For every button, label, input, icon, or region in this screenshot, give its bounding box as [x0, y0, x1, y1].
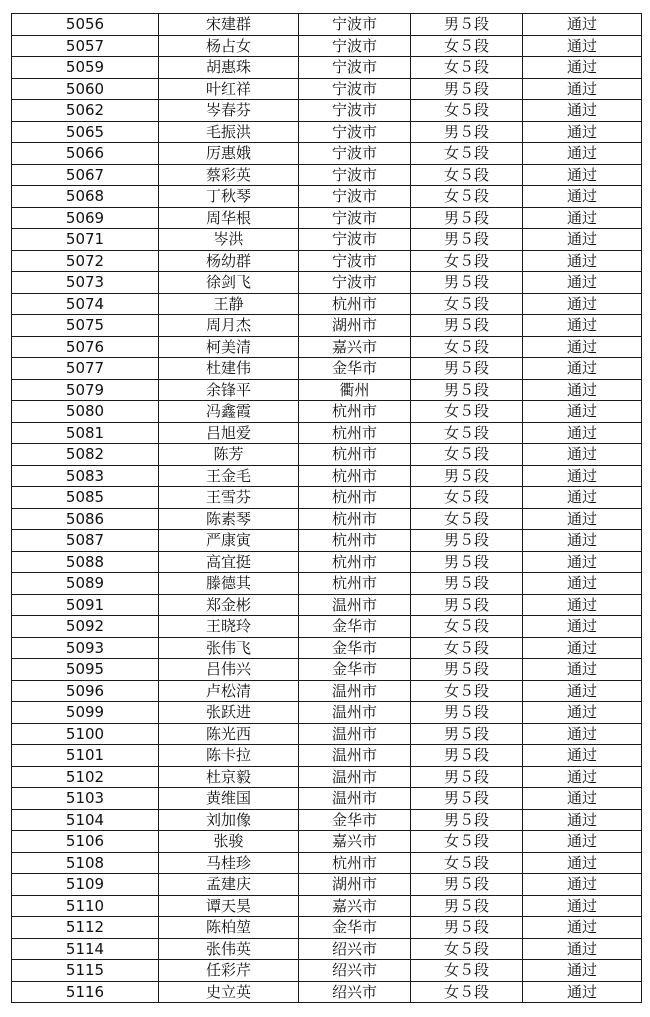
- table-row: [12, 444, 642, 466]
- cell-name: 宋建群: [159, 14, 299, 36]
- cell-grade: 男５段: [411, 530, 523, 552]
- cell-city: 温州市: [299, 594, 411, 616]
- cell-grade: 女５段: [411, 143, 523, 165]
- cell-name: 杨占女: [159, 35, 299, 57]
- cell-result: 通过: [523, 100, 642, 122]
- cell-result: 通过: [523, 358, 642, 380]
- cell-grade: 女５段: [411, 938, 523, 960]
- table-row: [12, 315, 642, 337]
- cell-name: 高宜挺: [159, 551, 299, 573]
- cell-city: 宁波市: [299, 57, 411, 79]
- cell-city: 宁波市: [299, 143, 411, 165]
- table-row: [12, 508, 642, 530]
- cell-grade: 女５段: [411, 250, 523, 272]
- cell-result: 通过: [523, 508, 642, 530]
- cell-city: 湖州市: [299, 874, 411, 896]
- table-row: [12, 573, 642, 595]
- cell-result: 通过: [523, 57, 642, 79]
- cell-grade: 女５段: [411, 444, 523, 466]
- cell-grade: 男５段: [411, 78, 523, 100]
- cell-name: 王雪芬: [159, 487, 299, 509]
- cell-result: 通过: [523, 680, 642, 702]
- cell-name: 张骏: [159, 831, 299, 853]
- cell-grade: 男５段: [411, 788, 523, 810]
- cell-grade: 女５段: [411, 186, 523, 208]
- cell-city: 温州市: [299, 788, 411, 810]
- cell-city: 温州市: [299, 680, 411, 702]
- cell-id: 5089: [12, 573, 159, 595]
- cell-result: 通过: [523, 336, 642, 358]
- table-row: [12, 702, 642, 724]
- cell-result: 通过: [523, 917, 642, 939]
- cell-id: 5103: [12, 788, 159, 810]
- cell-city: 杭州市: [299, 551, 411, 573]
- results-table: [11, 13, 642, 1003]
- cell-name: 张伟英: [159, 938, 299, 960]
- cell-city: 杭州市: [299, 530, 411, 552]
- cell-id: 5075: [12, 315, 159, 337]
- cell-id: 5116: [12, 981, 159, 1003]
- cell-city: 杭州市: [299, 444, 411, 466]
- cell-grade: 女５段: [411, 336, 523, 358]
- cell-grade: 男５段: [411, 551, 523, 573]
- cell-name: 周月杰: [159, 315, 299, 337]
- table-row: [12, 250, 642, 272]
- table-row: [12, 809, 642, 831]
- cell-result: 通过: [523, 293, 642, 315]
- cell-id: 5110: [12, 895, 159, 917]
- cell-city: 宁波市: [299, 250, 411, 272]
- cell-id: 5104: [12, 809, 159, 831]
- cell-result: 通过: [523, 530, 642, 552]
- cell-result: 通过: [523, 35, 642, 57]
- cell-grade: 女５段: [411, 57, 523, 79]
- cell-name: 王晓玲: [159, 616, 299, 638]
- cell-grade: 男５段: [411, 745, 523, 767]
- cell-result: 通过: [523, 594, 642, 616]
- cell-id: 5092: [12, 616, 159, 638]
- cell-result: 通过: [523, 831, 642, 853]
- results-table-body: [12, 14, 642, 1003]
- cell-result: 通过: [523, 637, 642, 659]
- cell-name: 杜建伟: [159, 358, 299, 380]
- cell-city: 宁波市: [299, 186, 411, 208]
- cell-id: 5096: [12, 680, 159, 702]
- table-row: [12, 960, 642, 982]
- table-row: [12, 917, 642, 939]
- cell-grade: 男５段: [411, 358, 523, 380]
- cell-result: 通过: [523, 272, 642, 294]
- table-row: [12, 336, 642, 358]
- cell-city: 金华市: [299, 659, 411, 681]
- cell-grade: 女５段: [411, 616, 523, 638]
- cell-city: 宁波市: [299, 207, 411, 229]
- cell-city: 杭州市: [299, 422, 411, 444]
- cell-result: 通过: [523, 616, 642, 638]
- table-row: [12, 78, 642, 100]
- cell-grade: 女５段: [411, 401, 523, 423]
- cell-result: 通过: [523, 164, 642, 186]
- cell-grade: 女５段: [411, 164, 523, 186]
- cell-city: 杭州市: [299, 508, 411, 530]
- cell-grade: 女５段: [411, 100, 523, 122]
- cell-id: 5091: [12, 594, 159, 616]
- table-row: [12, 465, 642, 487]
- cell-result: 通过: [523, 659, 642, 681]
- cell-grade: 女５段: [411, 637, 523, 659]
- cell-id: 5101: [12, 745, 159, 767]
- cell-id: 5059: [12, 57, 159, 79]
- table-row: [12, 358, 642, 380]
- cell-id: 5081: [12, 422, 159, 444]
- cell-id: 5099: [12, 702, 159, 724]
- cell-name: 严康寅: [159, 530, 299, 552]
- cell-city: 湖州市: [299, 315, 411, 337]
- cell-grade: 男５段: [411, 315, 523, 337]
- cell-grade: 男５段: [411, 594, 523, 616]
- cell-name: 陈卡拉: [159, 745, 299, 767]
- table-row: [12, 530, 642, 552]
- cell-name: 徐剑飞: [159, 272, 299, 294]
- cell-result: 通过: [523, 143, 642, 165]
- cell-city: 金华市: [299, 809, 411, 831]
- cell-city: 嘉兴市: [299, 831, 411, 853]
- cell-id: 5069: [12, 207, 159, 229]
- cell-city: 金华市: [299, 358, 411, 380]
- cell-city: 金华市: [299, 917, 411, 939]
- cell-grade: 男５段: [411, 895, 523, 917]
- cell-result: 通过: [523, 895, 642, 917]
- cell-id: 5082: [12, 444, 159, 466]
- cell-grade: 女５段: [411, 293, 523, 315]
- cell-name: 陈素琴: [159, 508, 299, 530]
- table-row: [12, 57, 642, 79]
- cell-grade: 男５段: [411, 917, 523, 939]
- table-row: [12, 723, 642, 745]
- cell-grade: 女５段: [411, 422, 523, 444]
- cell-city: 嘉兴市: [299, 895, 411, 917]
- cell-name: 毛振洪: [159, 121, 299, 143]
- cell-name: 胡惠珠: [159, 57, 299, 79]
- cell-result: 通过: [523, 121, 642, 143]
- cell-city: 绍兴市: [299, 981, 411, 1003]
- table-row: [12, 487, 642, 509]
- cell-id: 5077: [12, 358, 159, 380]
- cell-id: 5087: [12, 530, 159, 552]
- cell-name: 谭天昊: [159, 895, 299, 917]
- cell-city: 金华市: [299, 616, 411, 638]
- cell-name: 滕德其: [159, 573, 299, 595]
- cell-result: 通过: [523, 487, 642, 509]
- cell-result: 通过: [523, 573, 642, 595]
- cell-city: 金华市: [299, 637, 411, 659]
- cell-city: 杭州市: [299, 573, 411, 595]
- cell-id: 5071: [12, 229, 159, 251]
- cell-result: 通过: [523, 960, 642, 982]
- table-row: [12, 100, 642, 122]
- cell-name: 叶红祥: [159, 78, 299, 100]
- cell-city: 宁波市: [299, 100, 411, 122]
- cell-grade: 男５段: [411, 809, 523, 831]
- cell-id: 5076: [12, 336, 159, 358]
- cell-grade: 男５段: [411, 702, 523, 724]
- cell-id: 5065: [12, 121, 159, 143]
- cell-city: 宁波市: [299, 164, 411, 186]
- table-row: [12, 852, 642, 874]
- cell-city: 宁波市: [299, 229, 411, 251]
- cell-name: 张跃进: [159, 702, 299, 724]
- cell-name: 杨幼群: [159, 250, 299, 272]
- cell-id: 5086: [12, 508, 159, 530]
- cell-name: 郑金彬: [159, 594, 299, 616]
- table-row: [12, 293, 642, 315]
- cell-name: 陈光西: [159, 723, 299, 745]
- table-row: [12, 401, 642, 423]
- cell-name: 史立英: [159, 981, 299, 1003]
- cell-id: 5100: [12, 723, 159, 745]
- cell-id: 5056: [12, 14, 159, 36]
- cell-result: 通过: [523, 250, 642, 272]
- cell-city: 宁波市: [299, 78, 411, 100]
- cell-id: 5085: [12, 487, 159, 509]
- cell-name: 孟建庆: [159, 874, 299, 896]
- cell-name: 岑春芬: [159, 100, 299, 122]
- cell-name: 丁秋琴: [159, 186, 299, 208]
- cell-result: 通过: [523, 874, 642, 896]
- cell-name: 黄维国: [159, 788, 299, 810]
- cell-city: 杭州市: [299, 487, 411, 509]
- cell-city: 绍兴市: [299, 938, 411, 960]
- cell-id: 5108: [12, 852, 159, 874]
- cell-city: 宁波市: [299, 35, 411, 57]
- table-row: [12, 164, 642, 186]
- table-row: [12, 938, 642, 960]
- cell-id: 5060: [12, 78, 159, 100]
- cell-result: 通过: [523, 401, 642, 423]
- cell-id: 5109: [12, 874, 159, 896]
- cell-grade: 男５段: [411, 229, 523, 251]
- cell-id: 5057: [12, 35, 159, 57]
- cell-city: 嘉兴市: [299, 336, 411, 358]
- cell-grade: 男５段: [411, 573, 523, 595]
- table-row: [12, 745, 642, 767]
- cell-name: 王静: [159, 293, 299, 315]
- cell-grade: 女５段: [411, 508, 523, 530]
- cell-name: 周华根: [159, 207, 299, 229]
- cell-grade: 男５段: [411, 121, 523, 143]
- cell-result: 通过: [523, 315, 642, 337]
- cell-result: 通过: [523, 745, 642, 767]
- cell-result: 通过: [523, 788, 642, 810]
- cell-id: 5088: [12, 551, 159, 573]
- cell-name: 陈柏堃: [159, 917, 299, 939]
- table-row: [12, 121, 642, 143]
- cell-grade: 男５段: [411, 659, 523, 681]
- cell-grade: 男５段: [411, 465, 523, 487]
- cell-id: 5112: [12, 917, 159, 939]
- cell-grade: 女５段: [411, 960, 523, 982]
- cell-city: 温州市: [299, 766, 411, 788]
- cell-name: 余锋平: [159, 379, 299, 401]
- table-row: [12, 788, 642, 810]
- cell-name: 任彩芹: [159, 960, 299, 982]
- cell-name: 王金毛: [159, 465, 299, 487]
- cell-result: 通过: [523, 186, 642, 208]
- cell-id: 5067: [12, 164, 159, 186]
- cell-grade: 男５段: [411, 272, 523, 294]
- cell-result: 通过: [523, 852, 642, 874]
- cell-id: 5115: [12, 960, 159, 982]
- cell-result: 通过: [523, 981, 642, 1003]
- table-row: [12, 637, 642, 659]
- cell-result: 通过: [523, 938, 642, 960]
- cell-result: 通过: [523, 379, 642, 401]
- cell-name: 马桂珍: [159, 852, 299, 874]
- cell-city: 宁波市: [299, 272, 411, 294]
- cell-id: 5079: [12, 379, 159, 401]
- cell-city: 温州市: [299, 702, 411, 724]
- table-row: [12, 874, 642, 896]
- cell-id: 5093: [12, 637, 159, 659]
- cell-id: 5095: [12, 659, 159, 681]
- cell-city: 杭州市: [299, 852, 411, 874]
- cell-id: 5068: [12, 186, 159, 208]
- cell-id: 5080: [12, 401, 159, 423]
- table-row: [12, 14, 642, 36]
- table-row: [12, 229, 642, 251]
- cell-city: 衢州: [299, 379, 411, 401]
- cell-name: 岑洪: [159, 229, 299, 251]
- cell-grade: 女５段: [411, 487, 523, 509]
- cell-id: 5073: [12, 272, 159, 294]
- table-row: [12, 272, 642, 294]
- cell-result: 通过: [523, 14, 642, 36]
- cell-grade: 男５段: [411, 379, 523, 401]
- table-row: [12, 680, 642, 702]
- cell-result: 通过: [523, 809, 642, 831]
- cell-grade: 男５段: [411, 874, 523, 896]
- cell-result: 通过: [523, 702, 642, 724]
- table-row: [12, 895, 642, 917]
- table-row: [12, 981, 642, 1003]
- cell-grade: 男５段: [411, 207, 523, 229]
- cell-id: 5083: [12, 465, 159, 487]
- table-row: [12, 594, 642, 616]
- cell-result: 通过: [523, 465, 642, 487]
- cell-city: 宁波市: [299, 14, 411, 36]
- cell-name: 厉惠娥: [159, 143, 299, 165]
- table-row: [12, 551, 642, 573]
- cell-city: 绍兴市: [299, 960, 411, 982]
- cell-id: 5106: [12, 831, 159, 853]
- cell-id: 5062: [12, 100, 159, 122]
- cell-id: 5102: [12, 766, 159, 788]
- cell-name: 陈芳: [159, 444, 299, 466]
- cell-result: 通过: [523, 229, 642, 251]
- cell-city: 温州市: [299, 723, 411, 745]
- cell-grade: 女５段: [411, 35, 523, 57]
- cell-result: 通过: [523, 723, 642, 745]
- cell-name: 冯鑫霞: [159, 401, 299, 423]
- cell-name: 杜京毅: [159, 766, 299, 788]
- cell-city: 杭州市: [299, 401, 411, 423]
- cell-grade: 女５段: [411, 981, 523, 1003]
- cell-name: 吕伟兴: [159, 659, 299, 681]
- cell-result: 通过: [523, 444, 642, 466]
- cell-name: 吕旭爱: [159, 422, 299, 444]
- table-row: [12, 831, 642, 853]
- table-row: [12, 143, 642, 165]
- cell-grade: 男５段: [411, 14, 523, 36]
- cell-grade: 女５段: [411, 852, 523, 874]
- cell-city: 宁波市: [299, 121, 411, 143]
- cell-id: 5114: [12, 938, 159, 960]
- cell-name: 刘加像: [159, 809, 299, 831]
- cell-result: 通过: [523, 766, 642, 788]
- cell-result: 通过: [523, 78, 642, 100]
- cell-result: 通过: [523, 207, 642, 229]
- table-row: [12, 422, 642, 444]
- cell-name: 蔡彩英: [159, 164, 299, 186]
- table-row: [12, 616, 642, 638]
- table-row: [12, 35, 642, 57]
- cell-id: 5074: [12, 293, 159, 315]
- cell-grade: 男５段: [411, 766, 523, 788]
- cell-grade: 女５段: [411, 831, 523, 853]
- table-row: [12, 207, 642, 229]
- cell-id: 5072: [12, 250, 159, 272]
- cell-city: 温州市: [299, 745, 411, 767]
- table-row: [12, 379, 642, 401]
- cell-id: 5066: [12, 143, 159, 165]
- table-row: [12, 659, 642, 681]
- cell-city: 杭州市: [299, 465, 411, 487]
- cell-name: 张伟飞: [159, 637, 299, 659]
- table-row: [12, 186, 642, 208]
- cell-grade: 男５段: [411, 723, 523, 745]
- cell-name: 柯美清: [159, 336, 299, 358]
- cell-city: 杭州市: [299, 293, 411, 315]
- table-row: [12, 766, 642, 788]
- cell-grade: 女５段: [411, 680, 523, 702]
- cell-name: 卢松清: [159, 680, 299, 702]
- cell-result: 通过: [523, 551, 642, 573]
- cell-result: 通过: [523, 422, 642, 444]
